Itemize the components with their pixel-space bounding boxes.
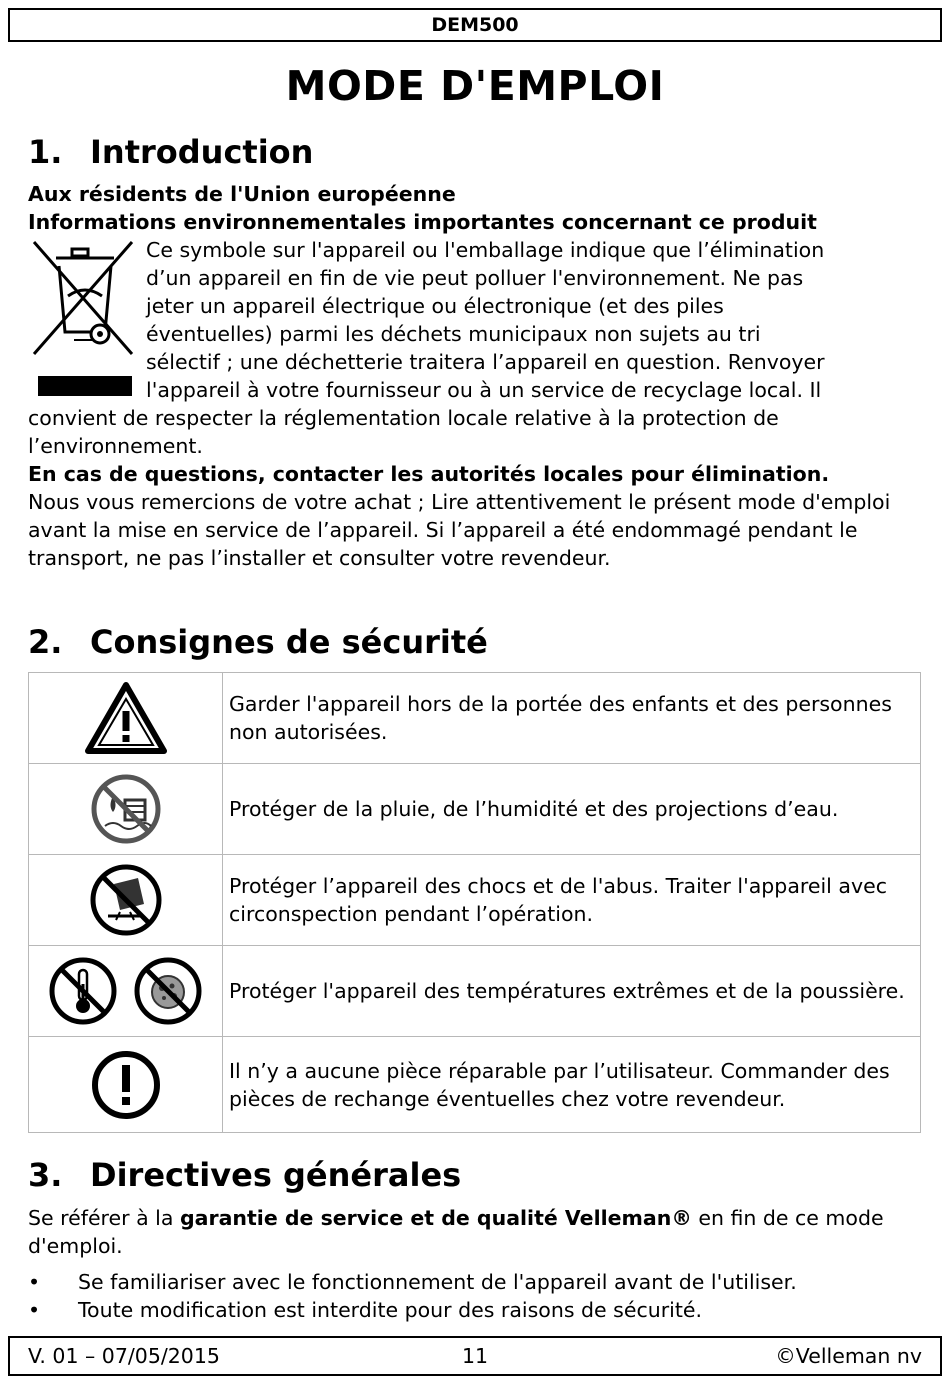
weee-text-line: sélectif ; une déchetterie traitera l’appareil en question. Renvoyer (146, 350, 825, 374)
safety-icon-cell (29, 1037, 223, 1133)
safety-text: Garder l'appareil hors de la portée des enfants et des personnes non autorisées. (223, 673, 921, 764)
weee-text-line: l’environnement. (28, 434, 203, 458)
weee-text-line: d’un appareil en fin de vie peut polluer l'environnement. Ne pas (146, 266, 804, 290)
safety-row (29, 855, 921, 946)
general-directives-list (28, 1268, 797, 1324)
safety-text: Protéger l’appareil des chocs et de l'abus. Traiter l'appareil avec circonspection pendant l’opération. (223, 855, 921, 946)
weee-text-line: Ce symbole sur l'appareil ou l'emballage indique que l’élimination (146, 238, 825, 262)
thanks-paragraph: Nous vous remercions de votre achat ; Lire attentivement le présent mode d'emploi avant la mise en service de l’appareil. Si l’appareil a été endommagé pendant le transport, ne pas l’installer et consulter votre revendeur. (28, 490, 891, 570)
section-1-number: 1. (28, 133, 63, 171)
warranty-link-text: garantie de service et de qualité Velleman® (179, 1206, 692, 1230)
safety-icon-cell (29, 855, 223, 946)
weee-crossed-bin-icon (28, 236, 138, 400)
safety-text: Protéger l'appareil des températures extrêmes et de la poussière. (223, 946, 921, 1037)
copyright: ©Velleman nv (775, 1344, 922, 1368)
document-title: MODE D'EMPLOI (285, 62, 665, 110)
section-2-heading (28, 622, 488, 662)
page-header (8, 8, 942, 42)
warning-triangle-icon (84, 681, 168, 755)
no-dust-icon (134, 956, 202, 1026)
safety-table (28, 672, 921, 1133)
section-1-heading (28, 132, 313, 172)
safety-text: Protéger de la pluie, de l’humidité et des projections d’eau. (223, 764, 921, 855)
list-item: • Se familiariser avec le fonctionnement de l'appareil avant de l'utiliser. (28, 1268, 797, 1296)
safety-icon-cell (29, 673, 223, 764)
environment-heading: Informations environnementales importantes concernant ce produit (28, 210, 817, 234)
no-shock-icon (90, 864, 162, 936)
list-item: • Toute modification est interdite pour des raisons de sécurité. (28, 1296, 797, 1324)
safety-row (29, 673, 921, 764)
model-name: DEM500 (431, 14, 519, 36)
safety-icon-cell (29, 946, 223, 1037)
no-water-icon (91, 774, 161, 844)
page-number: 11 (461, 1344, 489, 1368)
exclamation-circle-icon (91, 1050, 161, 1120)
safety-text: Il n’y a aucune pièce réparable par l’utilisateur. Commander des pièces de rechange éventuelles chez votre revendeur. (223, 1037, 921, 1133)
section-2-title: Consignes de sécurité (90, 623, 488, 661)
safety-row (29, 946, 921, 1037)
warranty-paragraph (28, 1204, 918, 1260)
safety-row (29, 764, 921, 855)
section-2-number: 2. (28, 623, 63, 661)
section-3-heading (28, 1155, 461, 1195)
safety-icon-cell (29, 764, 223, 855)
questions-notice: En cas de questions, contacter les autorités locales pour élimination. (28, 462, 830, 486)
eu-residents-line: Aux résidents de l'Union européenne (28, 182, 456, 206)
weee-text-line: convient de respecter la réglementation locale relative à la protection de (28, 406, 779, 430)
warranty-intro: Se référer à la (28, 1206, 180, 1230)
safety-row (29, 1037, 921, 1133)
version-date: V. 01 – 07/05/2015 (28, 1344, 220, 1368)
section-1-title: Introduction (90, 133, 314, 171)
weee-text-line: éventuelles) parmi les déchets municipaux non sujets au tri (146, 322, 761, 346)
warranty-outro: en fin de ce mode d'emploi. (28, 1206, 884, 1258)
no-temperature-icon (49, 956, 117, 1026)
weee-text-line: jeter un appareil électrique ou électronique (et des piles (146, 294, 724, 318)
page-footer (8, 1336, 942, 1376)
section-3-title: Directives générales (90, 1156, 462, 1194)
section-3-number: 3. (28, 1156, 63, 1194)
weee-text-line: l'appareil à votre fournisseur ou à un service de recyclage local. Il (146, 378, 822, 402)
